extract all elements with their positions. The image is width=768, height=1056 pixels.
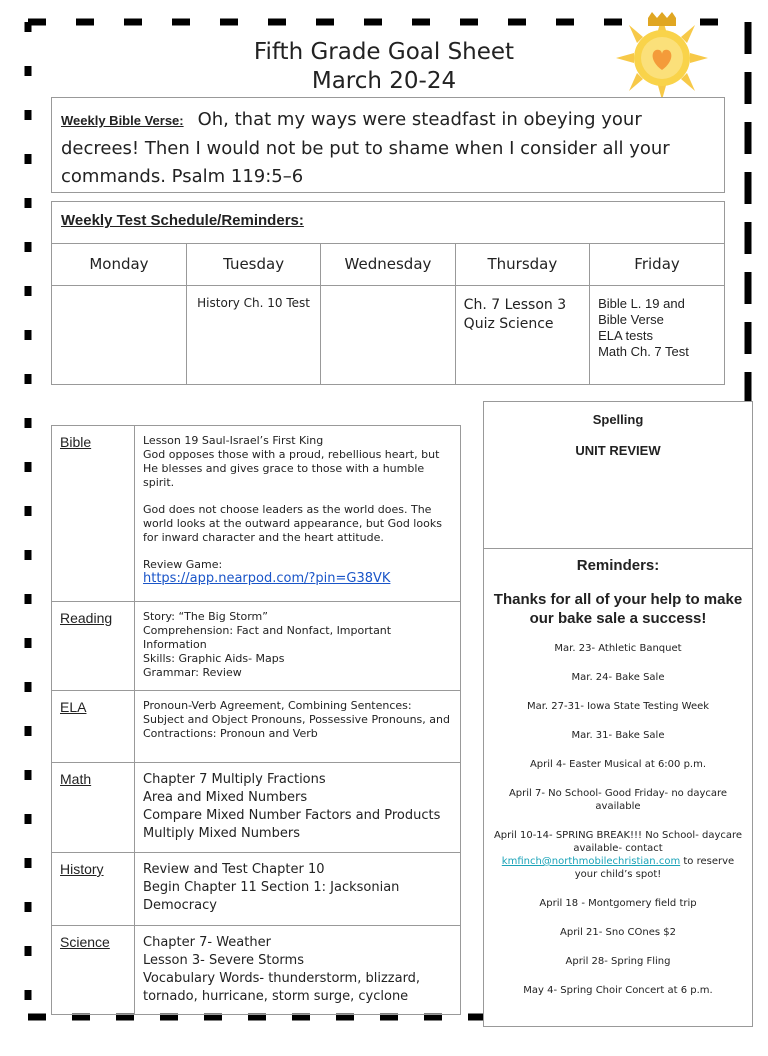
detail-line: Comprehension: Fact and Nonfact, Important Information — [143, 624, 392, 651]
spelling-title: Spelling — [592, 412, 644, 427]
reminder-item: Mar. 31- Bake Sale — [571, 730, 665, 741]
test-schedule-table — [51, 201, 725, 385]
reminder-item: April 28- Spring Fling — [565, 956, 671, 967]
subject-name: Bible — [52, 426, 135, 602]
reminders-title: Reminders: — [576, 557, 660, 574]
detail-line: Vocabulary Words- thunderstorm, blizzard, tornado, hurricane, storm surge, cyclone — [143, 971, 421, 1004]
detail-line: Lesson 19 Saul-Israel’s First King — [143, 434, 324, 447]
detail-line: Begin Chapter 11 Section 1: Jacksonian Democracy — [143, 880, 400, 913]
subject-details — [135, 763, 461, 853]
day-friday: Friday — [590, 244, 724, 285]
weekly-bible-verse-box — [51, 97, 725, 193]
friday-test-2: ELA tests — [598, 327, 653, 343]
subject-details — [135, 602, 461, 691]
day-monday: Monday — [52, 244, 186, 285]
subject-row-bible — [52, 426, 461, 602]
reminder-item: Mar. 23- Athletic Banquet — [554, 643, 682, 654]
subject-row-math — [52, 763, 461, 853]
detail-line: Review and Test Chapter 10 — [143, 862, 325, 877]
detail-line: God opposes those with a proud, rebellious heart, but He blesses and gives grace to those with a humble spirit. — [143, 448, 440, 489]
detail-line: Compare Mixed Number Factors and Products — [143, 808, 441, 823]
reminder-item: May 4- Spring Choir Concert at 6 p.m. — [523, 985, 713, 996]
subject-details — [135, 926, 461, 1015]
detail-line: Review Game: — [143, 558, 223, 571]
subject-name: ELA — [52, 691, 135, 763]
subject-name: Reading — [52, 602, 135, 691]
friday-test-3: Math Ch. 7 Test — [598, 343, 689, 359]
subject-details — [135, 426, 461, 602]
sun-heart-icon — [612, 12, 712, 104]
tests-tuesday: History Ch. 10 Test — [186, 285, 320, 384]
detail-line: Story: “The Big Storm” — [143, 610, 268, 623]
detail-line: Chapter 7 Multiply Fractions — [143, 772, 326, 787]
reminders-section — [484, 549, 752, 1021]
bible-verse-label: Weekly Bible Verse: — [61, 113, 184, 128]
subject-row-science — [52, 926, 461, 1015]
friday-test-1: Bible L. 19 and Bible Verse — [598, 295, 685, 327]
spring-break-text-after: to reserve your child’s spot! — [574, 856, 735, 880]
detail-line: Multiply Mixed Numbers — [143, 826, 300, 841]
detail-line: God does not choose leaders as the world does. The world looks at the outward appearance, but God looks for inward character and the heart attitude. — [143, 503, 442, 544]
detail-line: Chapter 7- Weather — [143, 935, 271, 950]
title-line-2: March 20-24 — [311, 68, 457, 94]
title-line-1: Fifth Grade Goal Sheet — [253, 39, 515, 65]
reminder-item: Mar. 27-31- Iowa State Testing Week — [526, 701, 710, 712]
bake-sale-thanks: Thanks for all of your help to make our bake sale a success! — [493, 591, 743, 627]
subject-name: Science — [52, 926, 135, 1015]
tests-wednesday — [321, 285, 455, 384]
day-tuesday: Tuesday — [186, 244, 320, 285]
reminder-item: April 7- No School- Good Friday- no daycare available — [508, 788, 728, 812]
review-game-link[interactable]: https://app.nearpod.com/?pin=G38VK — [143, 571, 391, 586]
reminder-item: April 4- Easter Musical at 6:00 p.m. — [529, 759, 707, 770]
subject-details — [135, 853, 461, 926]
reminder-item: April 18 - Montgomery field trip — [539, 898, 697, 909]
schedule-title: Weekly Test Schedule/Reminders: — [52, 202, 724, 244]
day-wednesday: Wednesday — [321, 244, 455, 285]
tests-thursday: Ch. 7 Lesson 3 Quiz Science — [455, 285, 589, 384]
reminder-item-spring-break — [492, 829, 744, 881]
day-thursday: Thursday — [455, 244, 589, 285]
spring-break-text: April 10-14- SPRING BREAK!!! No School- daycare available- contact — [493, 830, 743, 854]
spelling-reminders-panel — [483, 401, 753, 1027]
spelling-subtitle: UNIT REVIEW — [575, 443, 661, 458]
subject-name: History — [52, 853, 135, 926]
detail-line: Grammar: Review — [143, 666, 242, 679]
tests-monday — [52, 285, 186, 384]
detail-line: Area and Mixed Numbers — [143, 790, 308, 805]
spelling-section — [484, 402, 752, 549]
contact-email-link[interactable]: kmfinch@northmobilechristian.com — [501, 856, 681, 867]
subject-name: Math — [52, 763, 135, 853]
detail-line: Lesson 3- Severe Storms — [143, 953, 304, 968]
detail-line: Skills: Graphic Aids- Maps — [143, 652, 285, 665]
reminder-item: Mar. 24- Bake Sale — [571, 672, 665, 683]
subject-row-history — [52, 853, 461, 926]
reminder-item: April 21- Sno COnes $2 — [560, 927, 676, 938]
tests-friday — [590, 285, 724, 384]
bible-verse-text: Oh, that my ways were steadfast in obeying your decrees! Then I would not be put to shame when I consider all your commands. Psalm 119:5–6 — [61, 109, 670, 187]
subjects-table — [51, 425, 461, 1015]
subject-details: Pronoun-Verb Agreement, Combining Sentences: Subject and Object Pronouns, Possessive Pronouns, and Contractions: Pronoun and Verb — [135, 691, 461, 763]
subject-row-ela — [52, 691, 461, 763]
subject-row-reading — [52, 602, 461, 691]
